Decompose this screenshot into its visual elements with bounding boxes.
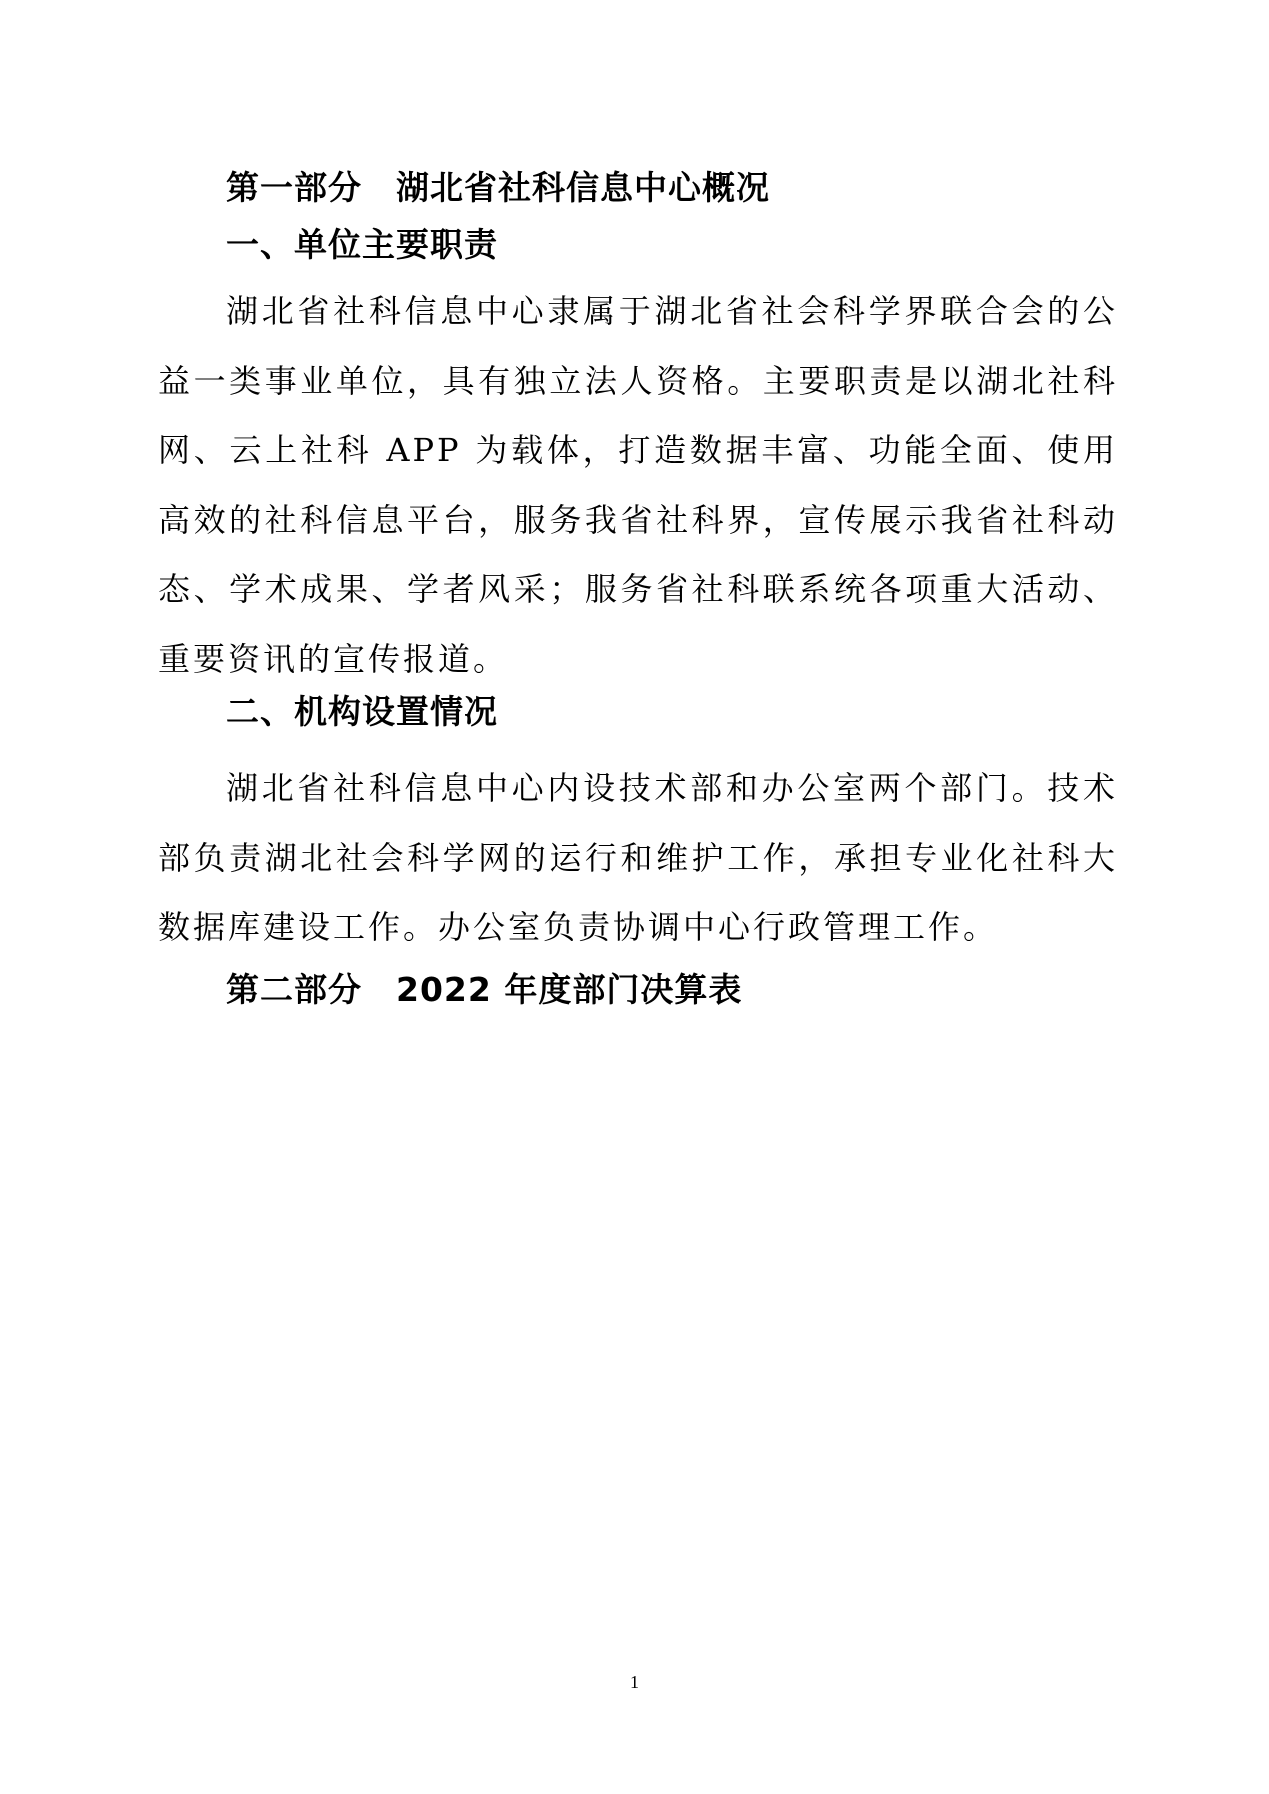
part2-heading: 第二部分 2022 年度部门决算表 [226,970,743,1009]
page-number: 1 [630,1672,639,1692]
section1-paragraph: 湖北省社科信息中心隶属于湖北省社会科学界联合会的公益一类事业单位，具有独立法人资格。主要职责是以湖北社科网、云上社科 APP 为载体，打造数据丰富、功能全面、使用高效的社科信息平台，服务我省社科界，宣传展示我省社科动态、学术成果、学者风采；服务省社科联系统各项重大活动、重要资讯的宣传报道。 [158,292,1118,678]
section1-heading: 一、单位主要职责 [226,225,498,264]
section2-heading: 二、机构设置情况 [226,692,498,731]
part1-heading: 第一部分 湖北省社科信息中心概况 [226,168,770,207]
section2-paragraph: 湖北省社科信息中心内设技术部和办公室两个部门。技术部负责湖北社会科学网的运行和维护工作，承担专业化社科大数据库建设工作。办公室负责协调中心行政管理工作。 [158,769,1118,946]
